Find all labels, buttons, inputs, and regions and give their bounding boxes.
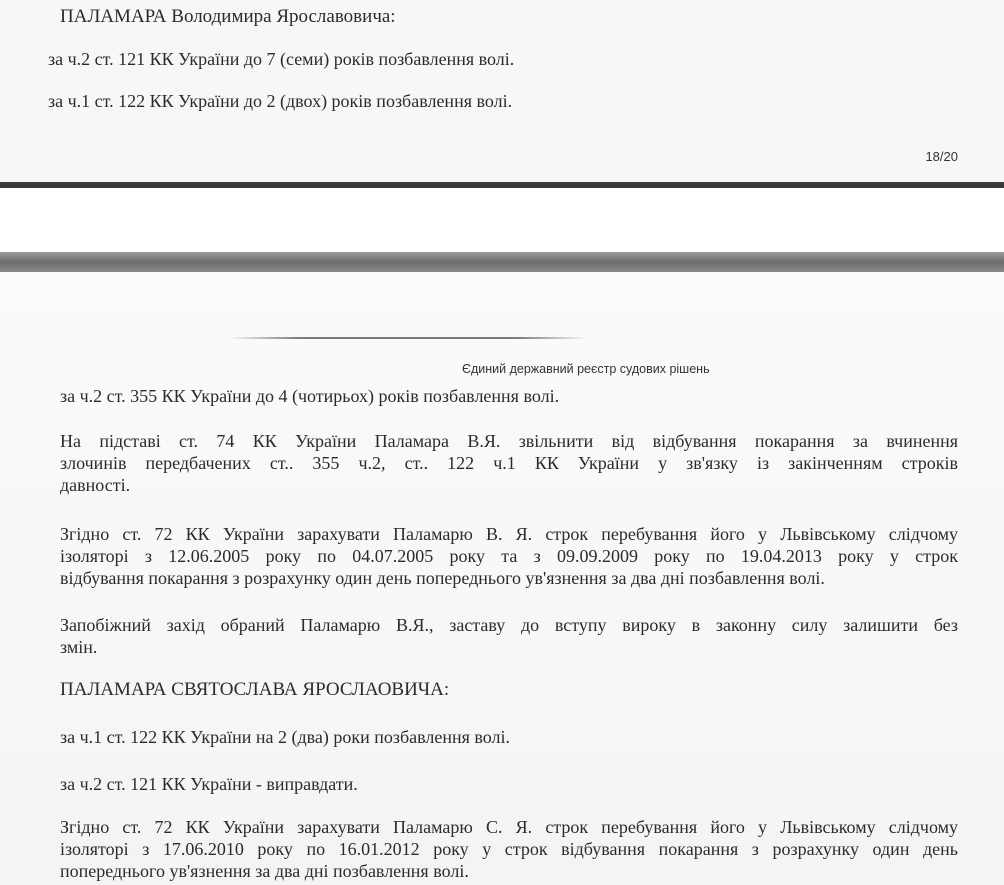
- paragraph-sentence-122: [60, 726, 958, 748]
- text-line: за ч.2 ст. 121 КК України - виправдати.: [60, 774, 358, 794]
- text-line: ізоляторі з 12.06.2005 року по 04.07.2005 року та з 09.09.2009 року по 19.04.2013 року у строк: [60, 546, 958, 566]
- page-number: 18/20: [925, 149, 958, 164]
- defendant-heading-volodymyr: ПАЛАМАРА Володимира Ярославовича:: [60, 6, 396, 27]
- registry-header: Єдиний державний реєстр судових рішень: [462, 362, 710, 376]
- text-line: ПАЛАМАРА СВЯТОСЛАВА ЯРОСЛАОВИЧА:: [60, 679, 450, 700]
- page-gap: [0, 188, 1004, 252]
- defendant-heading-sviatoslav: [60, 679, 958, 701]
- paragraph-release-art74: [60, 430, 958, 496]
- text-line: давності.: [60, 475, 131, 495]
- paragraph-detention-credit-s: [60, 816, 958, 882]
- text-line: змін.: [60, 637, 98, 657]
- text-line: попереднього ув'язнення за два дні позбавлення волі.: [60, 861, 469, 881]
- page-separator-bar: [0, 252, 1004, 272]
- paragraph-detention-credit-v: [60, 523, 958, 589]
- text-line: відбування покарання з розрахунку один день попереднього ув'язнення за два дні позбавлення волі.: [60, 568, 825, 588]
- text-line: за ч.2 ст. 355 КК України до 4 (чотирьох) років позбавлення волі.: [60, 386, 560, 406]
- text-line: злочинів передбачених ст.. 355 ч.2, ст.. 122 ч.1 КК України у зв'язку із закінченням строків: [60, 453, 958, 473]
- previous-page-fragment: [0, 0, 1004, 188]
- header-rule: [228, 337, 588, 339]
- paragraph-acquittal-121: [60, 773, 958, 795]
- sentence-line: за ч.2 ст. 121 КК України до 7 (семи) років позбавлення волі.: [48, 49, 515, 69]
- text-line: Згідно ст. 72 КК України зарахувати Паламарю В. Я. строк перебування його у Львівському слідчому: [60, 524, 958, 544]
- text-line: ізоляторі з 17.06.2010 року по 16.01.2012 року у строк відбування покарання з розрахунку один день: [60, 839, 958, 859]
- text-line: На підставі ст. 74 КК України Паламара В.Я. звільнити від відбування покарання за вчинення: [60, 431, 958, 451]
- text-line: за ч.1 ст. 122 КК України на 2 (два) роки позбавлення волі.: [60, 727, 511, 747]
- current-page: [0, 272, 1004, 885]
- text-line: Запобіжний захід обраний Паламарю В.Я., заставу до вступу вироку в законну силу залишити без: [60, 615, 958, 635]
- text-line: Згідно ст. 72 КК України зарахувати Паламарю С. Я. строк перебування його у Львівському слідчому: [60, 817, 958, 837]
- paragraph-sentence-355: [60, 385, 958, 407]
- paragraph-preventive-measure: [60, 614, 958, 658]
- sentence-line: за ч.1 ст. 122 КК України до 2 (двох) років позбавлення волі.: [48, 91, 513, 111]
